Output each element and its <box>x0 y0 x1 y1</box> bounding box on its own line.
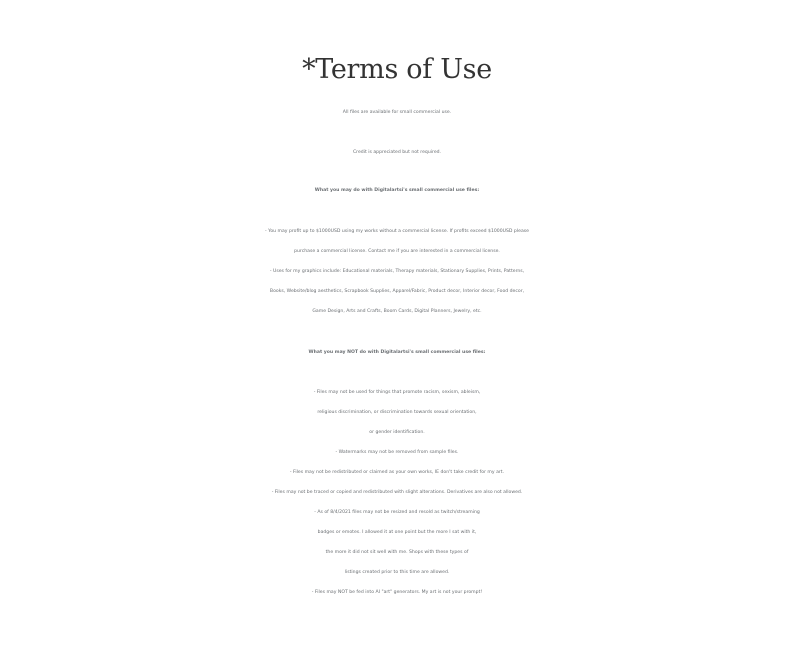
not-allowed-line: - Files may NOT be fed into AI "art" generators. My art is not your prompt! <box>311 590 483 595</box>
not-allowed-line: - As of 8/4/2021 files may not be resized and resold as twitch/streaming <box>314 510 480 515</box>
allowed-line: Game Design, Arts and Crafts, Boom Cards, Digital Planners, Jewelry, etc. <box>312 309 482 314</box>
not-allowed-line: the more it did not sit well with me. Shops with these types of <box>325 550 469 555</box>
not-allowed-heading: What you may NOT do with Digitalartsi's small commercial use files: <box>308 350 486 355</box>
not-allowed-line: or gender identification. <box>369 430 425 435</box>
allowed-heading: What you may do with Digitalartsi's small commercial use files: <box>314 188 480 193</box>
not-allowed-line: religious discrimination, or discrimination towards sexual orientation, <box>317 410 477 415</box>
not-allowed-line: - Files may not be used for things that promote racism, sexism, ableism, <box>313 390 481 395</box>
allowed-line: Books, Website/blog aesthetics, Scrapbook Supplies, Apparel/Fabric, Product decor, Interior decor, Food decor, <box>269 289 525 294</box>
allowed-line: - Uses for my graphics include: Educational materials, Therapy materials, Stationary Supplies, Prints, Patterns, <box>269 269 525 274</box>
allowed-line: - You may profit up to $1000USD using my works without a commercial license. If profits exceed $1000USD please <box>265 229 529 234</box>
not-allowed-line: listings created prior to this time are allowed. <box>344 570 450 575</box>
not-allowed-line: - Files may not be traced or copied and redistributed with slight alterations. Derivatives are also not allowed. <box>271 490 523 495</box>
intro-line-commercial-use: All files are available for small commercial use. <box>342 110 452 115</box>
not-allowed-line: - Watermarks may not be removed from sample files. <box>335 450 459 455</box>
not-allowed-line: - Files may not be redistributed or claimed as your own works, IE don't take credit for my art. <box>289 470 505 475</box>
intro-line-credit: Credit is appreciated but not required. <box>352 150 442 155</box>
not-allowed-line: badges or emotes. I allowed it at one point but the more I sat with it, <box>317 530 477 535</box>
page-title: *Terms of Use <box>302 54 492 85</box>
allowed-line: purchase a commercial license. Contact me if you are interested in a commercial license. <box>294 249 500 254</box>
